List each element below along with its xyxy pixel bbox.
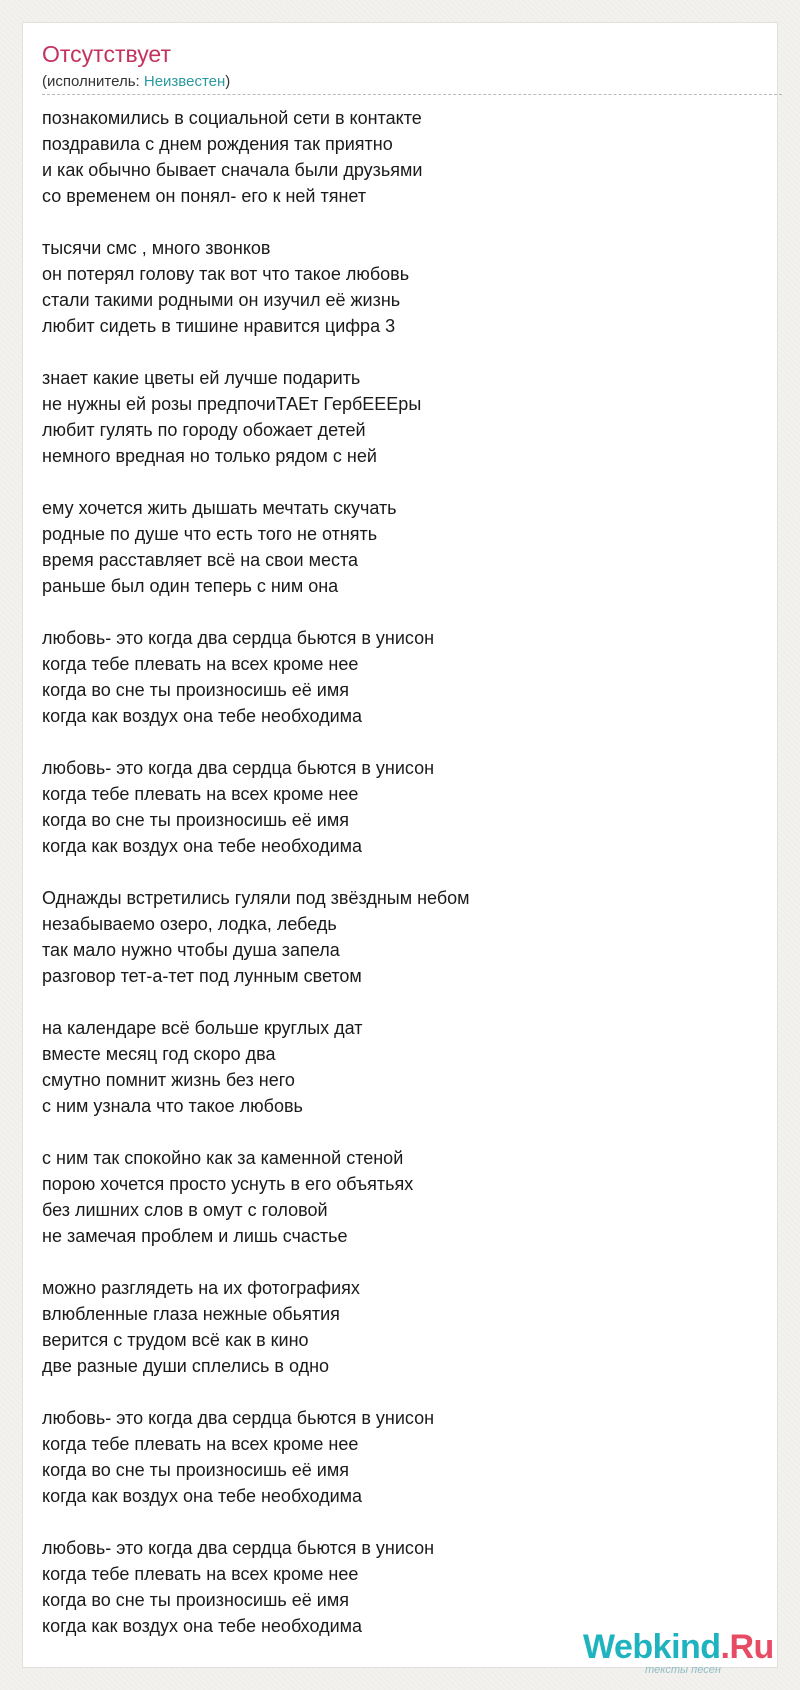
lyric-line: он потерял голову так вот что такое любовь <box>42 264 410 284</box>
lyric-line: знает какие цветы ей лучше подарить <box>42 368 361 388</box>
lyrics-body <box>42 105 762 1665</box>
lyric-line: когда во сне ты произносишь её имя <box>42 810 349 830</box>
lyric-line: раньше был один теперь с ним она <box>42 576 339 596</box>
lyric-line: не замечая проблем и лишь счастье <box>42 1226 348 1246</box>
lyric-line: любовь- это когда два сердца бьются в унисон <box>42 1408 435 1428</box>
lyric-line: когда тебе плевать на всех кроме нее <box>42 1564 359 1584</box>
lyric-line: любит сидеть в тишине нравится цифра 3 <box>42 316 396 336</box>
brand-name: Webkind <box>583 1628 721 1666</box>
lyric-line: когда тебе плевать на всех кроме нее <box>42 1434 359 1454</box>
lyric-line: время расставляет всё на свои места <box>42 550 359 570</box>
lyric-line: верится с трудом всё как в кино <box>42 1330 309 1350</box>
lyric-line: без лишних слов в омут с головой <box>42 1200 328 1220</box>
verse <box>42 1145 762 1249</box>
verse <box>42 365 762 469</box>
verse <box>42 885 762 989</box>
lyric-line: вместе месяц год скоро два <box>42 1044 276 1064</box>
lyric-line: незабываемо озеро, лодка, лебедь <box>42 914 337 934</box>
lyric-line: можно разглядеть на их фотографиях <box>42 1278 360 1298</box>
brand-tld: .Ru <box>720 1628 774 1666</box>
lyric-line: со временем он понял- его к ней тянет <box>42 186 367 206</box>
lyric-line: влюбленные глаза нежные обьятия <box>42 1304 340 1324</box>
lyric-line: порою хочется просто уснуть в его объятьях <box>42 1174 414 1194</box>
lyric-line: любовь- это когда два сердца бьются в унисон <box>42 628 435 648</box>
lyric-line: с ним узнала что такое любовь <box>42 1096 303 1116</box>
lyric-line: поздравила с днем рождения так приятно <box>42 134 393 154</box>
lyric-line: когда как воздух она тебе необходима <box>42 836 363 856</box>
verse <box>42 1015 762 1119</box>
verse <box>42 235 762 339</box>
lyric-line: любовь- это когда два сердца бьются в унисон <box>42 758 435 778</box>
lyric-line: не нужны ей розы предпочиТАЕт ГербЕЕЕры <box>42 394 422 414</box>
lyric-line: родные по душе что есть того не отнять <box>42 524 378 544</box>
lyrics-card <box>22 22 778 1668</box>
lyric-line: разговор тет-а-тет под лунным светом <box>42 966 362 986</box>
header-divider <box>42 94 782 95</box>
artist-prefix: (исполнитель: <box>42 73 144 90</box>
lyric-line: когда во сне ты произносишь её имя <box>42 680 349 700</box>
lyric-line: любит гулять по городу обожает детей <box>42 420 366 440</box>
verse <box>42 1275 762 1379</box>
lyric-line: так мало нужно чтобы душа запела <box>42 940 340 960</box>
verse <box>42 495 762 599</box>
verse <box>42 625 762 729</box>
artist-suffix: ) <box>225 73 231 90</box>
lyric-line: когда тебе плевать на всех кроме нее <box>42 654 359 674</box>
verse <box>42 755 762 859</box>
lyric-line: немного вредная но только рядом с ней <box>42 446 377 466</box>
lyric-line: познакомились в социальной сети в контакте <box>42 108 422 128</box>
verse <box>42 1405 762 1509</box>
artist-link[interactable]: Неизвестен <box>143 73 226 90</box>
lyric-line: когда как воздух она тебе необходима <box>42 1616 363 1636</box>
lyric-line: когда тебе плевать на всех кроме нее <box>42 784 359 804</box>
lyric-line: смутно помнит жизнь без него <box>42 1070 295 1090</box>
lyric-line: стали такими родными он изучил её жизнь <box>42 290 401 310</box>
verse <box>42 1535 762 1639</box>
lyric-line: когда во сне ты произносишь её имя <box>42 1590 349 1610</box>
lyric-line: когда во сне ты произносишь её имя <box>42 1460 349 1480</box>
lyric-line: две разные души сплелись в одно <box>42 1356 330 1376</box>
lyric-line: когда как воздух она тебе необходима <box>42 706 363 726</box>
lyric-line: когда как воздух она тебе необходима <box>42 1486 363 1506</box>
brand-logo <box>583 1630 774 1664</box>
song-title: Отсутствует <box>42 41 171 67</box>
lyric-line: ему хочется жить дышать мечтать скучать <box>42 498 397 518</box>
webkind-watermark <box>583 1630 773 1680</box>
artist-line <box>42 74 230 89</box>
lyric-line: тысячи смс , много звонков <box>42 238 271 258</box>
lyric-line: Однажды встретились гуляли под звёздным небом <box>42 888 470 908</box>
lyric-line: с ним так спокойно как за каменной стеной <box>42 1148 404 1168</box>
lyric-line: на календаре всё больше круглых дат <box>42 1018 363 1038</box>
brand-tagline: тексты песен <box>645 1664 721 1676</box>
lyric-line: любовь- это когда два сердца бьются в унисон <box>42 1538 435 1558</box>
lyric-line: и как обычно бывает сначала были друзьями <box>42 160 423 180</box>
verse <box>42 105 762 209</box>
